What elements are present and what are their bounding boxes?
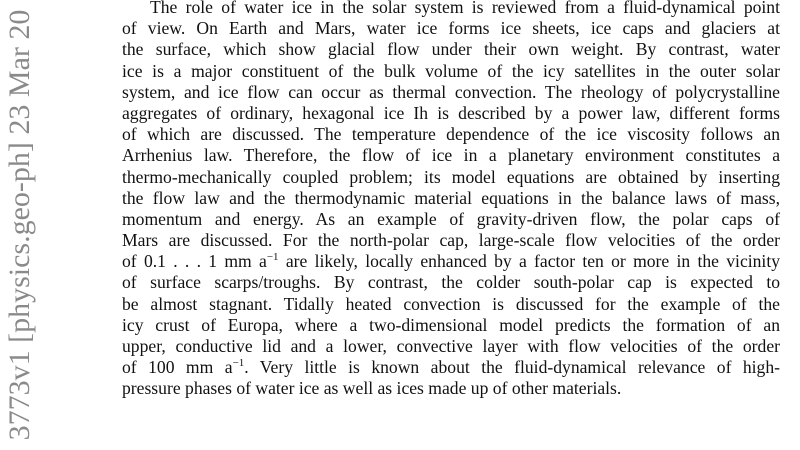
abstract-line: pressure phases of water ice as well as ices made up of other materials. xyxy=(122,378,622,399)
abstract-line: Arrhenius law. Therefore, the flow of ice in a planetary environment constitutes a xyxy=(122,145,780,166)
abstract-line: upper, conductive lid and a lower, convective layer with flow velocities of the order xyxy=(122,336,780,356)
line-text: of 100 mm a xyxy=(122,357,233,378)
abstract-line: Mars are discussed. For the north-polar cap, large-scale flow velocities of the order xyxy=(122,230,780,251)
abstract-line: aggregates of ordinary, hexagonal ice Ih is described by a power law, different forms xyxy=(122,102,780,123)
abstract-line: thermo-mechanically coupled problem; its model equations are obtained by inserting xyxy=(122,166,780,187)
line-text: . Very little is known about the fluid-dynamical relevance of high- xyxy=(244,357,781,378)
abstract-line: icy crust of Europa, where a two-dimensional model predicts the formation of an xyxy=(122,314,780,335)
abstract-text xyxy=(122,0,780,400)
line-text: are likely, locally enhanced by a factor ten or more in the vicinity xyxy=(278,251,781,272)
abstract-line: be almost stagnant. Tidally heated convection is discussed for the example of the xyxy=(122,293,780,314)
abstract-line: The role of water ice in the solar system is reviewed from a fluid-dynamical point xyxy=(150,0,780,17)
abstract-line: of view. On Earth and Mars, water ice forms ice sheets, ice caps and glaciers at xyxy=(122,18,780,39)
abstract-line: the surface, which show glacial flow under their own weight. By contrast, water xyxy=(122,39,780,60)
line-text: of 0.1 . . . 1 mm a xyxy=(122,251,267,272)
abstract-line: the flow law and the thermodynamic material equations in the balance laws of mass, xyxy=(122,187,780,208)
abstract-line: of surface scarps/troughs. By contrast, the colder south-polar cap is expected to xyxy=(122,272,780,293)
abstract-line: momentum and energy. As an example of gravity-driven flow, the polar caps of xyxy=(122,208,780,229)
exponent: −1 xyxy=(266,251,279,264)
exponent: −1 xyxy=(232,357,245,370)
abstract-line xyxy=(122,251,780,272)
abstract-line: of which are discussed. The temperature dependence of the ice viscosity follows an xyxy=(122,124,780,145)
abstract-line: ice is a major constituent of the bulk volume of the icy satellites in the outer solar xyxy=(122,60,780,81)
abstract-line: system, and ice flow can occur as thermal convection. The rheology of polycrystalline xyxy=(122,81,780,102)
abstract-line xyxy=(122,357,780,378)
arxiv-identifier-stamp: 3773v1 [physics.geo-ph] 23 Mar 20 xyxy=(3,9,36,441)
